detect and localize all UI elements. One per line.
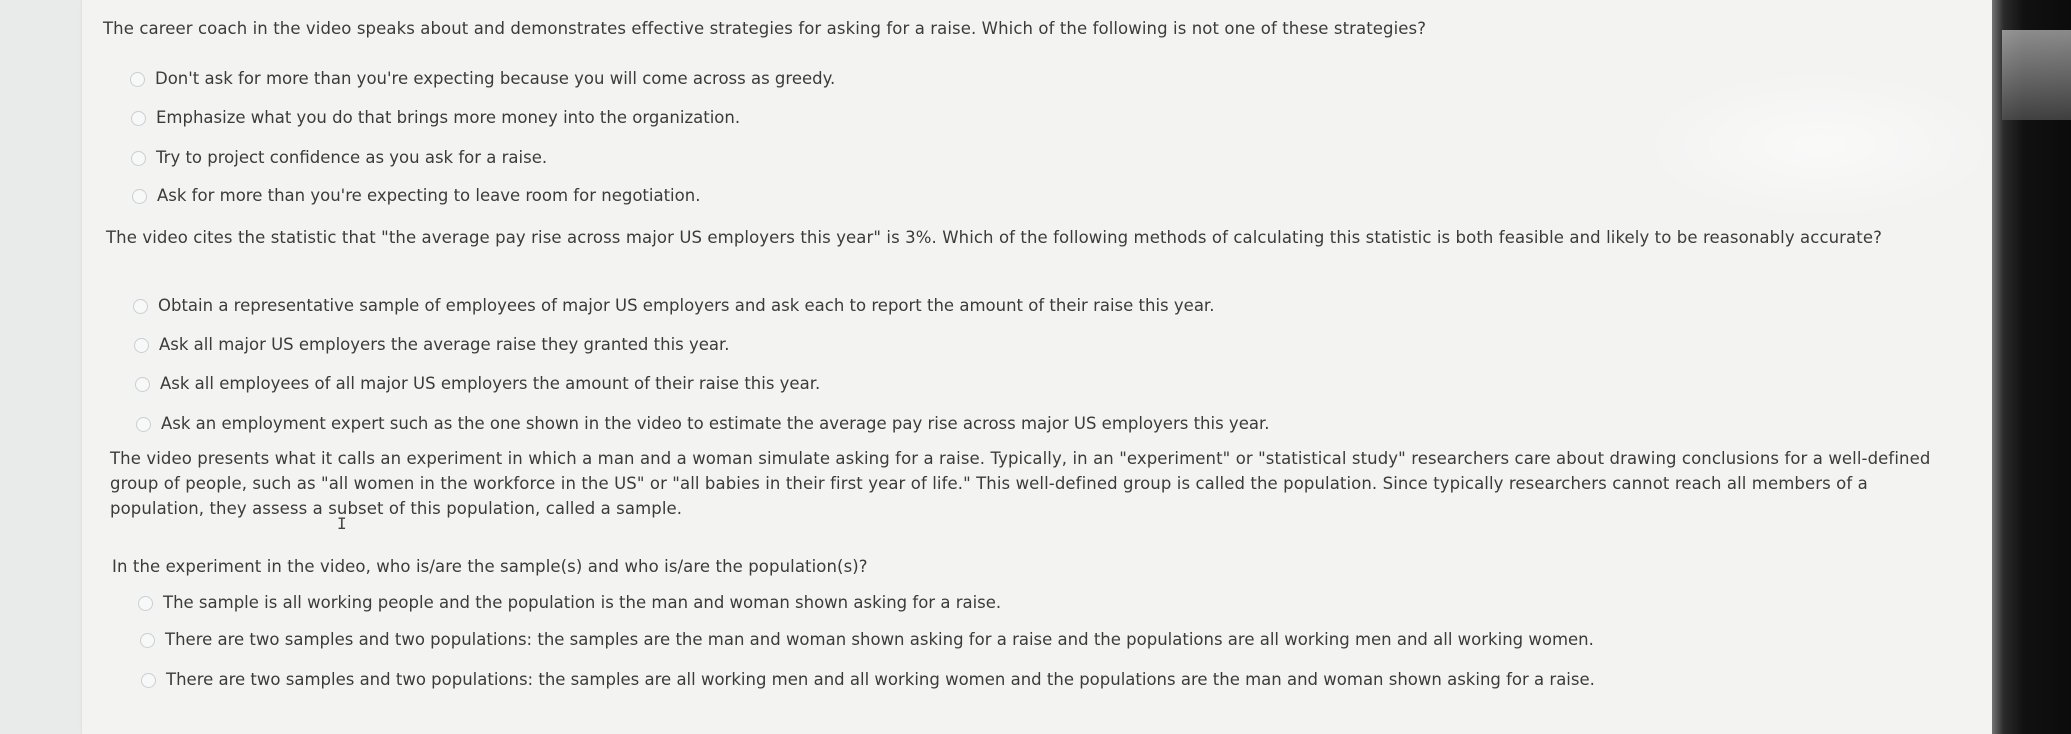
radio-button[interactable]: [131, 111, 146, 126]
radio-button[interactable]: [133, 299, 148, 314]
radio-button[interactable]: [132, 189, 147, 204]
choice-label: Try to project confidence as you ask for a raise.: [156, 148, 548, 167]
question-2-choice-4[interactable]: [136, 413, 1269, 435]
choice-label: There are two samples and two populations: the samples are the man and woman shown asking for a raise and the populations are all working men and all working women.: [165, 630, 1594, 649]
question-3-intro: The video presents what it calls an experiment in which a man and a woman simulate asking for a raise. Typically, in an "experiment" or "statistical study" researchers care about drawing conclusions for a well-defined group of people, such as "all women in the workforce in the US" or "all babies in their first year of life." This well-defined group is called the population. Since typically researchers cannot reach all members of a population, they assess a subset of this population, called a sample.: [110, 449, 1931, 518]
radio-button[interactable]: [140, 633, 155, 648]
question-2-choice-3[interactable]: [135, 373, 820, 395]
question-3-choice-2[interactable]: [140, 629, 1594, 651]
radio-button[interactable]: [141, 673, 156, 688]
choice-label: Emphasize what you do that brings more money into the organization.: [156, 108, 741, 127]
choice-label: The sample is all working people and the population is the man and woman shown asking for a raise.: [163, 593, 1002, 612]
question-2-choice-2[interactable]: [134, 334, 730, 356]
question-3-choice-1[interactable]: [138, 592, 1001, 614]
choice-label: Ask for more than you're expecting to leave room for negotiation.: [157, 186, 701, 205]
question-1-choice-4[interactable]: [132, 185, 700, 207]
question-1-choice-2[interactable]: [131, 107, 740, 129]
choice-label: Don't ask for more than you're expecting because you will come across as greedy.: [155, 69, 836, 88]
radio-button[interactable]: [130, 72, 145, 87]
choice-label: There are two samples and two populations: the samples are all working men and all working women and the populations are the man and woman shown asking for a raise.: [166, 670, 1595, 689]
radio-button[interactable]: [135, 377, 150, 392]
choice-label: Obtain a representative sample of employees of major US employers and ask each to report the amount of their raise this year.: [158, 296, 1215, 315]
bezel-highlight: [2002, 30, 2071, 120]
radio-button[interactable]: [138, 596, 153, 611]
choice-label: Ask an employment expert such as the one shown in the video to estimate the average pay rise across major US employers this year.: [161, 414, 1270, 433]
question-2-choice-1[interactable]: [133, 295, 1214, 317]
question-2-prompt: The video cites the statistic that "the average pay rise across major US employers this year" is 3%. Which of the following methods of calculating this statistic is both feasible and likely to be reasonably accurate?: [106, 228, 1882, 247]
question-1-prompt: The career coach in the video speaks about and demonstrates effective strategies for asking for a raise. Which of the following is not one of these strategies?: [103, 19, 1427, 38]
question-3-prompt: In the experiment in the video, who is/are the sample(s) and who is/are the population(s)?: [112, 557, 868, 576]
question-1-choice-3[interactable]: [131, 147, 547, 169]
radio-button[interactable]: [134, 338, 149, 353]
choice-label: Ask all employees of all major US employers the amount of their raise this year.: [160, 374, 821, 393]
radio-button[interactable]: [131, 151, 146, 166]
text-cursor-icon: I: [337, 514, 347, 533]
choice-label: Ask all major US employers the average raise they granted this year.: [159, 335, 730, 354]
radio-button[interactable]: [136, 417, 151, 432]
question-1-choice-1[interactable]: [130, 68, 835, 90]
question-3-choice-3[interactable]: [141, 669, 1595, 691]
monitor-bezel: [1992, 0, 2071, 734]
